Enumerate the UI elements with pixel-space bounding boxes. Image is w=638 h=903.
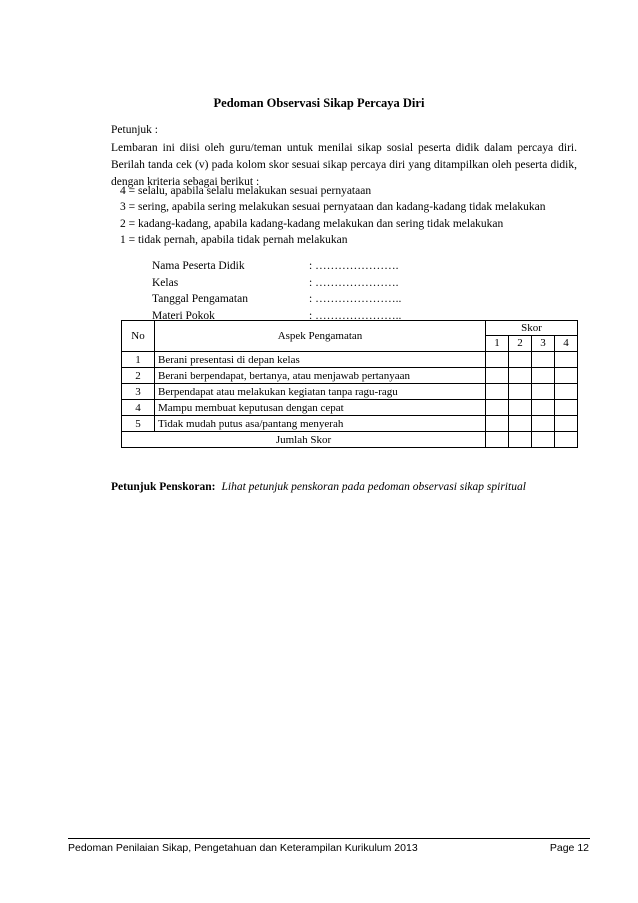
identity-label: Nama Peserta Didik [152,260,245,272]
identity-label: Materi Pokok [152,309,215,322]
row-no: 1 [122,352,155,368]
sum-row [122,432,578,448]
score-col-header: 4 [555,335,578,351]
score-cell[interactable] [555,400,578,416]
footer-divider [68,838,590,839]
score-cell[interactable] [532,352,555,368]
score-cell[interactable] [555,368,578,384]
score-cell[interactable] [509,352,532,368]
identity-row-date [152,291,401,308]
identity-row-name [152,258,401,275]
score-cell[interactable] [532,400,555,416]
sum-cell[interactable] [509,432,532,448]
sum-label: Jumlah Skor [122,432,486,448]
score-cell[interactable] [486,384,509,400]
observation-table [121,320,578,448]
score-cell[interactable] [555,384,578,400]
scoring-instructions [111,481,526,493]
score-cell[interactable] [509,368,532,384]
table-row [122,352,578,368]
score-cell[interactable] [486,352,509,368]
score-cell[interactable] [509,384,532,400]
score-col-header: 2 [509,335,532,351]
score-cell[interactable] [509,416,532,432]
row-aspek: Berpendapat atau melakukan kegiatan tanpa ragu-ragu [155,384,486,400]
row-no: 2 [122,368,155,384]
identity-label: Kelas [152,276,179,289]
row-aspek: Berani presentasi di depan kelas [155,352,486,368]
table-row [122,384,578,400]
table-row [122,416,578,432]
score-cell[interactable] [555,352,578,368]
page-number: Page 12 [549,842,589,854]
row-aspek: Berani berpendapat, bertanya, atau menjawab pertanyaan [155,368,486,384]
document-title: Pedoman Observasi Sikap Percaya Diri [213,96,425,110]
row-no: 5 [122,416,155,432]
header-aspek: Aspek Pengamatan [155,321,486,352]
criteria-item-2: 2 = kadang-kadang, apabila kadang-kadang melakukan dan sering tidak melakukan [120,217,504,230]
scoring-label: Petunjuk Penskoran: [111,481,216,493]
identity-value: : …………………. [309,260,399,272]
footer-title: Pedoman Penilaian Sikap, Pengetahuan dan Keterampilan Kurikulum 2013 [68,842,418,854]
criteria-item-3: 3 = sering, apabila sering melakukan sesuai pernyataan dan kadang-kadang tidak melakukan [120,201,546,214]
score-cell[interactable] [486,400,509,416]
identity-row-class [152,275,401,292]
score-cell[interactable] [532,368,555,384]
criteria-list [120,183,545,248]
sum-cell[interactable] [555,432,578,448]
instructions-text: Lembaran ini diisi oleh guru/teman untuk menilai sikap sosial peserta didik dalam percaya diri. Berilah tanda cek (v) pada kolom skor sesuai sikap percaya diri yang ditampilkan oleh peserta didik, dengan kriteria sebagai berikut : [111,142,577,188]
row-no: 4 [122,400,155,416]
score-col-header: 1 [486,335,509,351]
score-cell[interactable] [555,416,578,432]
identity-value: : ………………….. [309,309,402,322]
sum-cell[interactable] [486,432,509,448]
criteria-item-1: 1 = tidak pernah, apabila tidak pernah melakukan [120,233,348,246]
score-cell[interactable] [486,416,509,432]
identity-block [152,258,401,324]
score-cell[interactable] [532,384,555,400]
identity-label: Tanggal Pengamatan [152,293,248,305]
score-cell[interactable] [509,400,532,416]
row-aspek: Tidak mudah putus asa/pantang menyerah [155,416,486,432]
table-row [122,400,578,416]
row-no: 3 [122,384,155,400]
row-aspek: Mampu membuat keputusan dengan cepat [155,400,486,416]
score-cell[interactable] [486,368,509,384]
score-col-header: 3 [532,335,555,351]
criteria-item-4: 4 = selalu, apabila selalu melakukan sesuai pernyataan [120,185,372,197]
score-cell[interactable] [532,416,555,432]
header-no: No [122,321,155,352]
table-row [122,368,578,384]
identity-value: : ………………….. [309,293,402,305]
header-skor: Skor [486,321,578,336]
instructions-label: Petunjuk : [111,124,158,136]
scoring-text: Lihat petunjuk penskoran pada pedoman observasi sikap spiritual [221,481,526,493]
sum-cell[interactable] [532,432,555,448]
identity-value: : …………………. [309,276,399,289]
